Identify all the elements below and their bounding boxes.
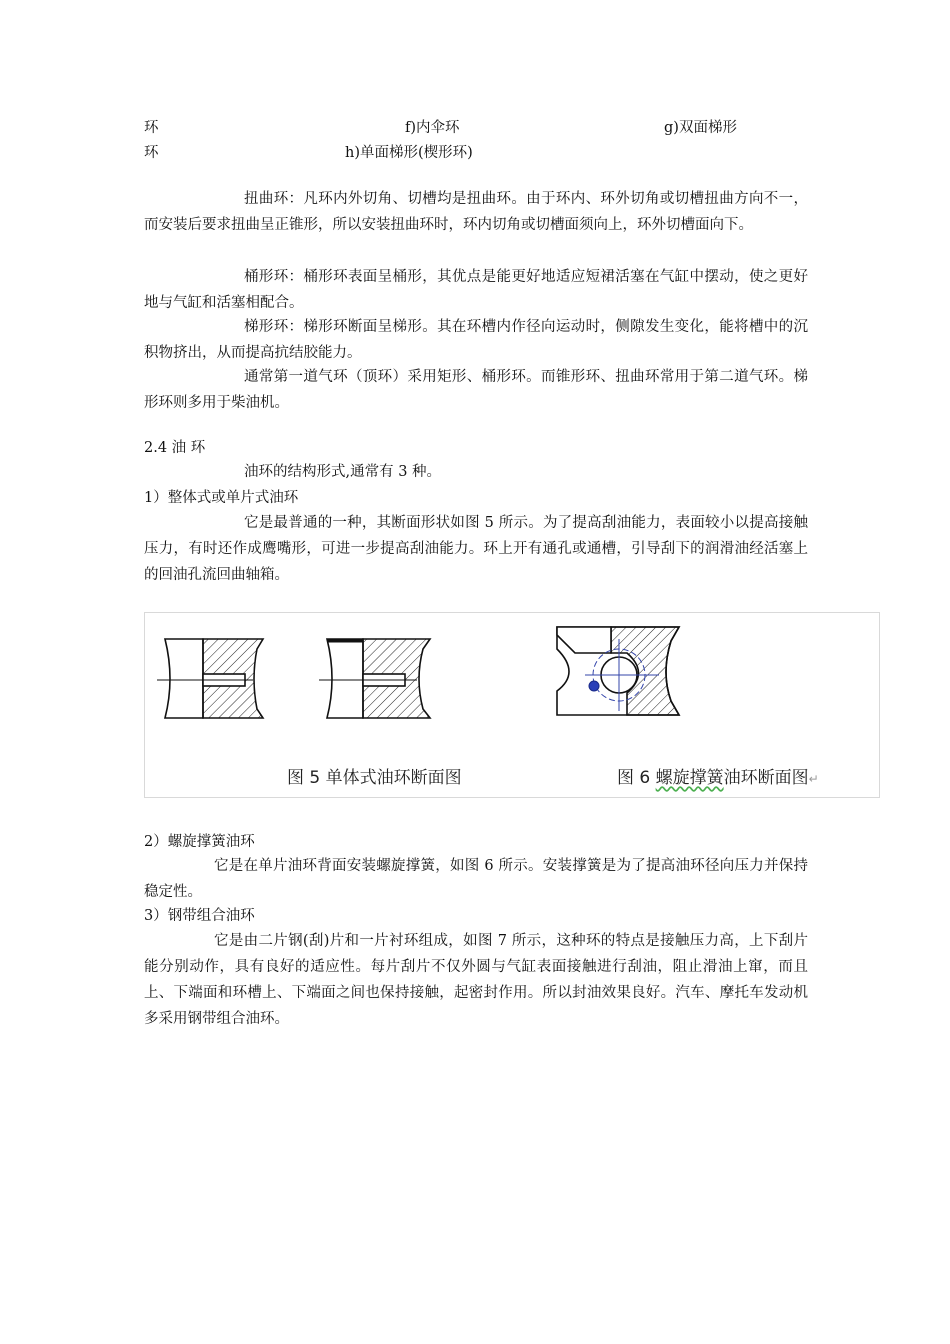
- item-1-text: 它是最普通的一种，其断面形状如图 5 所示。为了提高刮油能力，表面较小以提高接触压力，有时还作成鹰嘴形，可进一步提高刮油能力。环上开有通孔或通槽，引导刮下的润滑油经活塞上的回油孔流回曲轴箱。: [144, 515, 808, 583]
- paragraph-twist-ring: 扭曲环：凡环内外切角、切槽均是扭曲环。由于环内、环外切角或切槽扭曲方向不一，而安装后要求扭曲呈正锥形，所以安装扭曲环时，环内切角或切槽面须向上，环外切槽面向下。: [144, 191, 808, 233]
- figure-6-caption-spring: 螺旋撑簧: [655, 768, 724, 788]
- item-3-title: 3）钢带组合油环: [144, 908, 255, 924]
- return-mark-icon: ↵: [808, 772, 819, 786]
- label-h-single-trapezoid: h)单面梯形(楔形环): [345, 145, 473, 161]
- figure-6-caption: [617, 763, 819, 788]
- item-2-title: 2）螺旋撑簧油环: [144, 834, 255, 850]
- label-ring-1: 环: [144, 120, 159, 136]
- paragraph-barrel-ring: 桶形环：桶形环表面呈桶形，其优点是能更好地适应短裙活塞在气缸中摆动，使之更好地与气缸和活塞相配合。: [144, 269, 808, 311]
- item-3-text: 它是由二片钢(刮)片和一片衬环组成，如图 7 所示，这种环的特点是接触压力高，上下刮片能分别动作，具有良好的适应性。每片刮片不仅外圆与气缸表面接触进行刮油，阻止滑油上窜，而且上、下端面和环槽上、下端面之间也保持接触，起密封作用。所以封油效果良好。汽车、摩托车发动机多采用钢带组合油环。: [144, 933, 808, 1027]
- figure-6-caption-suffix: 油环断面图: [723, 768, 809, 788]
- label-f-inner-umbrella: f)内伞环: [405, 120, 460, 136]
- paragraph-usage: 通常第一道气环（顶环）采用矩形、桶形环。而锥形环、扭曲环常用于第二道气环。梯形环则多用于柴油机。: [144, 369, 808, 411]
- fig5-section-left: [157, 639, 263, 718]
- label-ring-2: 环: [144, 145, 159, 161]
- section-heading-oil-ring: 2.4 油 环: [144, 440, 206, 456]
- label-g-double-trapezoid: g)双面梯形: [664, 120, 737, 136]
- paragraph-trapezoid-ring: 梯形环：梯形环断面呈梯形。其在环槽内作径向运动时，侧隙发生变化，能将槽中的沉积物挤出，从而提高抗结胶能力。: [144, 319, 808, 361]
- item-2-text: 它是在单片油环背面安装螺旋撑簧，如图 6 所示。安装撑簧是为了提高油环径向压力并保持稳定性。: [144, 858, 808, 900]
- fig5-section-right: [319, 639, 430, 718]
- spring-dot-icon: [589, 681, 599, 691]
- item-1-title: 1）整体式或单片式油环: [144, 490, 299, 506]
- figure-oil-ring-sections: [144, 612, 880, 798]
- figure-5-caption: 图 5 单体式油环断面图: [287, 768, 462, 788]
- figure-6-caption-prefix: 图 6: [617, 768, 656, 788]
- paragraph-oil-ring-intro: 油环的结构形式,通常有 3 种。: [244, 464, 442, 480]
- fig6-section: [557, 627, 679, 715]
